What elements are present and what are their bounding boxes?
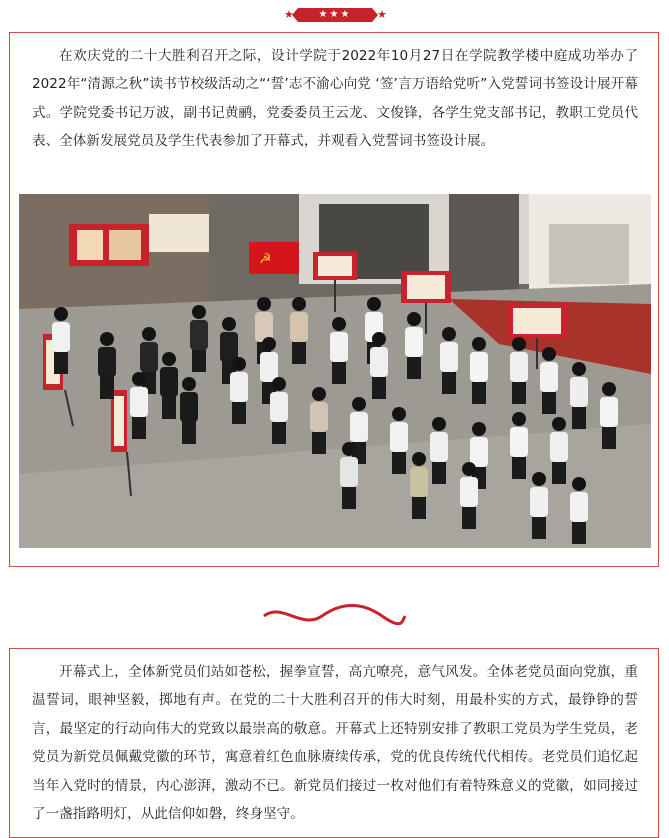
person-head bbox=[367, 297, 381, 311]
person-head bbox=[232, 357, 246, 371]
person-legs bbox=[392, 450, 406, 474]
person-body bbox=[460, 477, 478, 507]
person-legs bbox=[572, 520, 586, 544]
person-head bbox=[572, 362, 586, 376]
person-head bbox=[462, 462, 476, 476]
person-head bbox=[222, 317, 236, 331]
person-legs bbox=[532, 515, 546, 539]
person-head bbox=[412, 452, 426, 466]
person-head bbox=[192, 305, 206, 319]
person-legs bbox=[332, 360, 346, 384]
person-legs bbox=[342, 485, 356, 509]
person-legs bbox=[54, 350, 68, 374]
person-legs bbox=[272, 420, 286, 444]
section-1-paragraph: 在欢庆党的二十大胜利召开之际，设计学院于2022年10月27日在学院教学楼中庭成功举办了2022年“清源之秋”读书节校级活动之“‘誓’志不渝心向党 ‘签’言万语给党听”入党誓词书签设计展开幕式。学院党委书记万波，副书记黄鹂，党委委员王云龙、文俊锋，各学生党支部书记，教职工党员代表、全体新发展党员及学生代表参加了开幕式，并观看入党誓词书签设计展。 bbox=[32, 48, 638, 150]
person-body bbox=[330, 332, 348, 362]
person-head bbox=[392, 407, 406, 421]
person-head bbox=[552, 417, 566, 431]
person-head bbox=[272, 377, 286, 391]
person-legs bbox=[572, 405, 586, 429]
person-legs bbox=[432, 460, 446, 484]
person-legs bbox=[602, 425, 616, 449]
person-body bbox=[390, 422, 408, 452]
person-body bbox=[230, 372, 248, 402]
person-body bbox=[600, 397, 618, 427]
person-body bbox=[160, 367, 178, 397]
person-legs bbox=[312, 430, 326, 454]
person-body bbox=[270, 392, 288, 422]
person-body bbox=[180, 392, 198, 422]
person-head bbox=[472, 422, 486, 436]
person-head bbox=[257, 297, 271, 311]
person-body bbox=[570, 377, 588, 407]
section-2-paragraph: 开幕式上，全体新党员们站如苍松，握拳宣誓，高亢嘹亮，意气风发。全体老党员面向党旗，重温誓词，眼神坚毅，掷地有声。在党的二十大胜利召开的伟大时刻，用最朴实的方式，最铮铮的誓言，最坚定的行动向伟大的党致以最崇高的敬意。开幕式上还特别安排了教职工党员为学生党员，老党员为新党员佩戴党徽的环节，寓意着红色血脉赓续传承，党的优良传统代代相传。老党员们追忆起当年入党时的情景，内心澎湃，激动不已。新党员们接过一枚对他们有着特殊意义的党徽，如同接过了一盏指路明灯，从此信仰如磐，终身坚守。 bbox=[32, 664, 638, 823]
person-legs bbox=[292, 340, 306, 364]
wave-divider bbox=[262, 604, 407, 628]
person-head bbox=[512, 412, 526, 426]
person-head bbox=[292, 297, 306, 311]
person-legs bbox=[512, 455, 526, 479]
person-head bbox=[512, 337, 526, 351]
right-star-icon: ★ bbox=[377, 8, 387, 21]
person-body bbox=[52, 322, 70, 352]
person-legs bbox=[132, 415, 146, 439]
person-legs bbox=[542, 390, 556, 414]
person-legs bbox=[552, 460, 566, 484]
person-head bbox=[142, 327, 156, 341]
person-body bbox=[130, 387, 148, 417]
person-body bbox=[340, 457, 358, 487]
person-legs bbox=[462, 505, 476, 529]
person-head bbox=[262, 337, 276, 351]
article-section-2 bbox=[9, 648, 659, 838]
article-section-1 bbox=[9, 32, 659, 567]
person-body bbox=[220, 332, 238, 362]
person-legs bbox=[100, 375, 114, 399]
person-body bbox=[350, 412, 368, 442]
person-legs bbox=[412, 495, 426, 519]
person-head bbox=[352, 397, 366, 411]
person-body bbox=[510, 427, 528, 457]
person-body bbox=[470, 352, 488, 382]
person-head bbox=[132, 372, 146, 386]
person-body bbox=[470, 437, 488, 467]
person-head bbox=[532, 472, 546, 486]
person-body bbox=[98, 347, 116, 377]
person-body bbox=[405, 327, 423, 357]
person-legs bbox=[192, 348, 206, 372]
person-body bbox=[530, 487, 548, 517]
person-body bbox=[570, 492, 588, 522]
person-legs bbox=[407, 355, 421, 379]
ceremony-photo bbox=[19, 194, 651, 548]
person-head bbox=[602, 382, 616, 396]
person-legs bbox=[182, 420, 196, 444]
person-head bbox=[407, 312, 421, 326]
person-legs bbox=[442, 370, 456, 394]
person-body bbox=[430, 432, 448, 462]
person-head bbox=[54, 307, 68, 321]
person-head bbox=[182, 377, 196, 391]
person-body bbox=[440, 342, 458, 372]
star-ribbon: ★★★ bbox=[298, 8, 372, 22]
person-body bbox=[260, 352, 278, 382]
person-body bbox=[310, 402, 328, 432]
person-head bbox=[572, 477, 586, 491]
top-ornament bbox=[0, 0, 669, 26]
hammer-sickle-icon: ☭ bbox=[259, 251, 272, 267]
person-legs bbox=[372, 375, 386, 399]
person-head bbox=[332, 317, 346, 331]
person-body bbox=[510, 352, 528, 382]
person-legs bbox=[472, 380, 486, 404]
person-legs bbox=[232, 400, 246, 424]
person-body bbox=[140, 342, 158, 372]
person-legs bbox=[162, 395, 176, 419]
person-body bbox=[550, 432, 568, 462]
person-body bbox=[540, 362, 558, 392]
person-head bbox=[162, 352, 176, 366]
person-head bbox=[342, 442, 356, 456]
person-head bbox=[472, 337, 486, 351]
person-head bbox=[100, 332, 114, 346]
person-head bbox=[372, 332, 386, 346]
left-star-icon: ★ bbox=[284, 8, 294, 21]
person-body bbox=[370, 347, 388, 377]
person-body bbox=[410, 467, 428, 497]
person-body bbox=[290, 312, 308, 342]
person-legs bbox=[512, 380, 526, 404]
person-head bbox=[442, 327, 456, 341]
person-head bbox=[312, 387, 326, 401]
person-body bbox=[190, 320, 208, 350]
person-head bbox=[432, 417, 446, 431]
person-head bbox=[542, 347, 556, 361]
